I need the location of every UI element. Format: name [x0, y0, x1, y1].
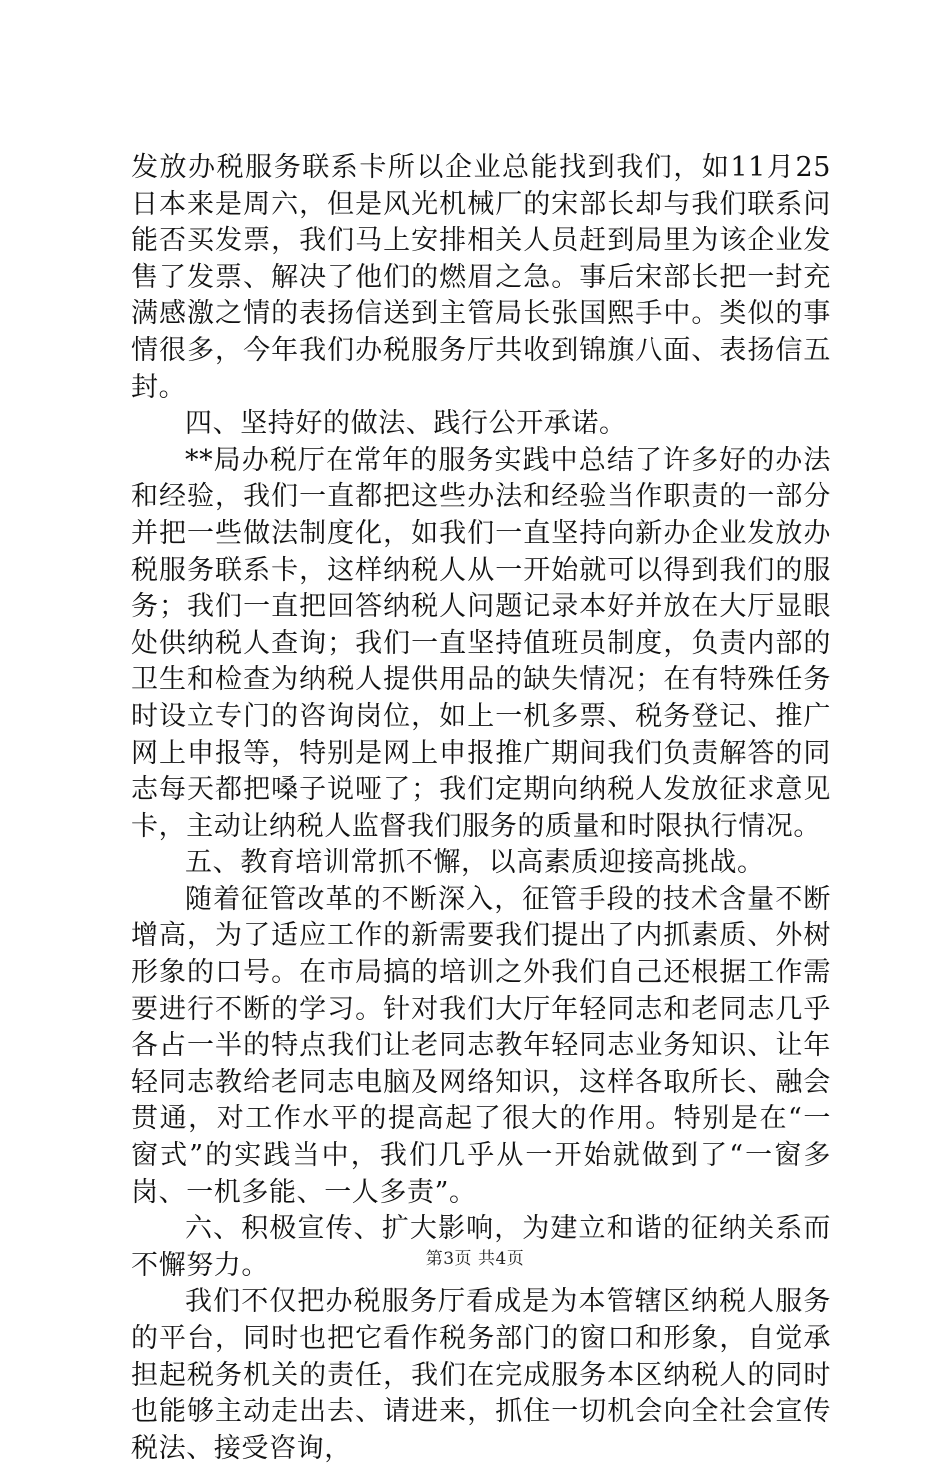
paragraph: 随着征管改革的不断深入，征管手段的技术含量不断增高，为了适应工作的新需要我们提出了内抓素质、外树形象的口号。在市局搞的培训之外我们自己还根据工作需要进行不断的学习。针对我们大厅年轻同志和老同志几乎各占一半的特点我们让老同志教年轻同志业务知识、让年轻同志教给老同志电脑及网络知识，这样各取所长、融会贯通，对工作水平的提高起了很大的作用。特别是在“一窗式”的实践当中，我们几乎从一开始就做到了“一窗多岗、一机多能、一人多责”。	[131, 883, 831, 1208]
page-number-footer: 第3页 共4页	[425, 1249, 525, 1269]
section-heading-5: 五、教育培训常抓不懈，以高素质迎接高挑战。	[185, 847, 765, 879]
section-heading-6: 六、积极宣传、扩大影响，为建立和谐的征纳关系而不懈努力。	[131, 1213, 831, 1281]
paragraph-continued: 发放办税服务联系卡所以企业总能找到我们，如11月25日本来是周六，但是风光机械厂的宋部长却与我们联系问能否买发票，我们马上安排相关人员赶到局里为该企业发售了发票、解决了他们的燃眉之急。事后宋部长把一封充满感激之情的表扬信送到主管局长张国熙手中。类似的事情很多，今年我们办税服务厅共收到锦旗八面、表扬信五封。	[131, 152, 831, 403]
section-heading-4: 四、坚持好的做法、践行公开承诺。	[185, 408, 627, 440]
paragraph: **局办税厅在常年的服务实践中总结了许多好的办法和经验，我们一直都把这些办法和经验当作职责的一部分并把一些做法制度化，如我们一直坚持向新办企业发放办税服务联系卡，这样纳税人从一开始就可以得到我们的服务；我们一直把回答纳税人问题记录本好并放在大厅显眼处供纳税人查询；我们一直坚持值班员制度，负责内部的卫生和检查为纳税人提供用品的缺失情况；在有特殊任务时设立专门的咨询岗位，如上一机多票、税务登记、推广网上申报等，特别是网上申报推广期间我们负责解答的同志每天都把嗓子说哑了；我们定期向纳税人发放征求意见卡，主动让纳税人监督我们服务的质量和时限执行情况。	[131, 444, 831, 842]
paragraph: 我们不仅把办税服务厅看成是为本管辖区纳税人服务的平台，同时也把它看作税务部门的窗口和形象，自觉承担起税务机关的责任，我们在完成服务本区纳税人的同时也能够主动走出去、请进来，抓住一切机会向全社会宣传税法、接受咨询，	[131, 1286, 831, 1464]
document-body	[131, 150, 831, 1467]
